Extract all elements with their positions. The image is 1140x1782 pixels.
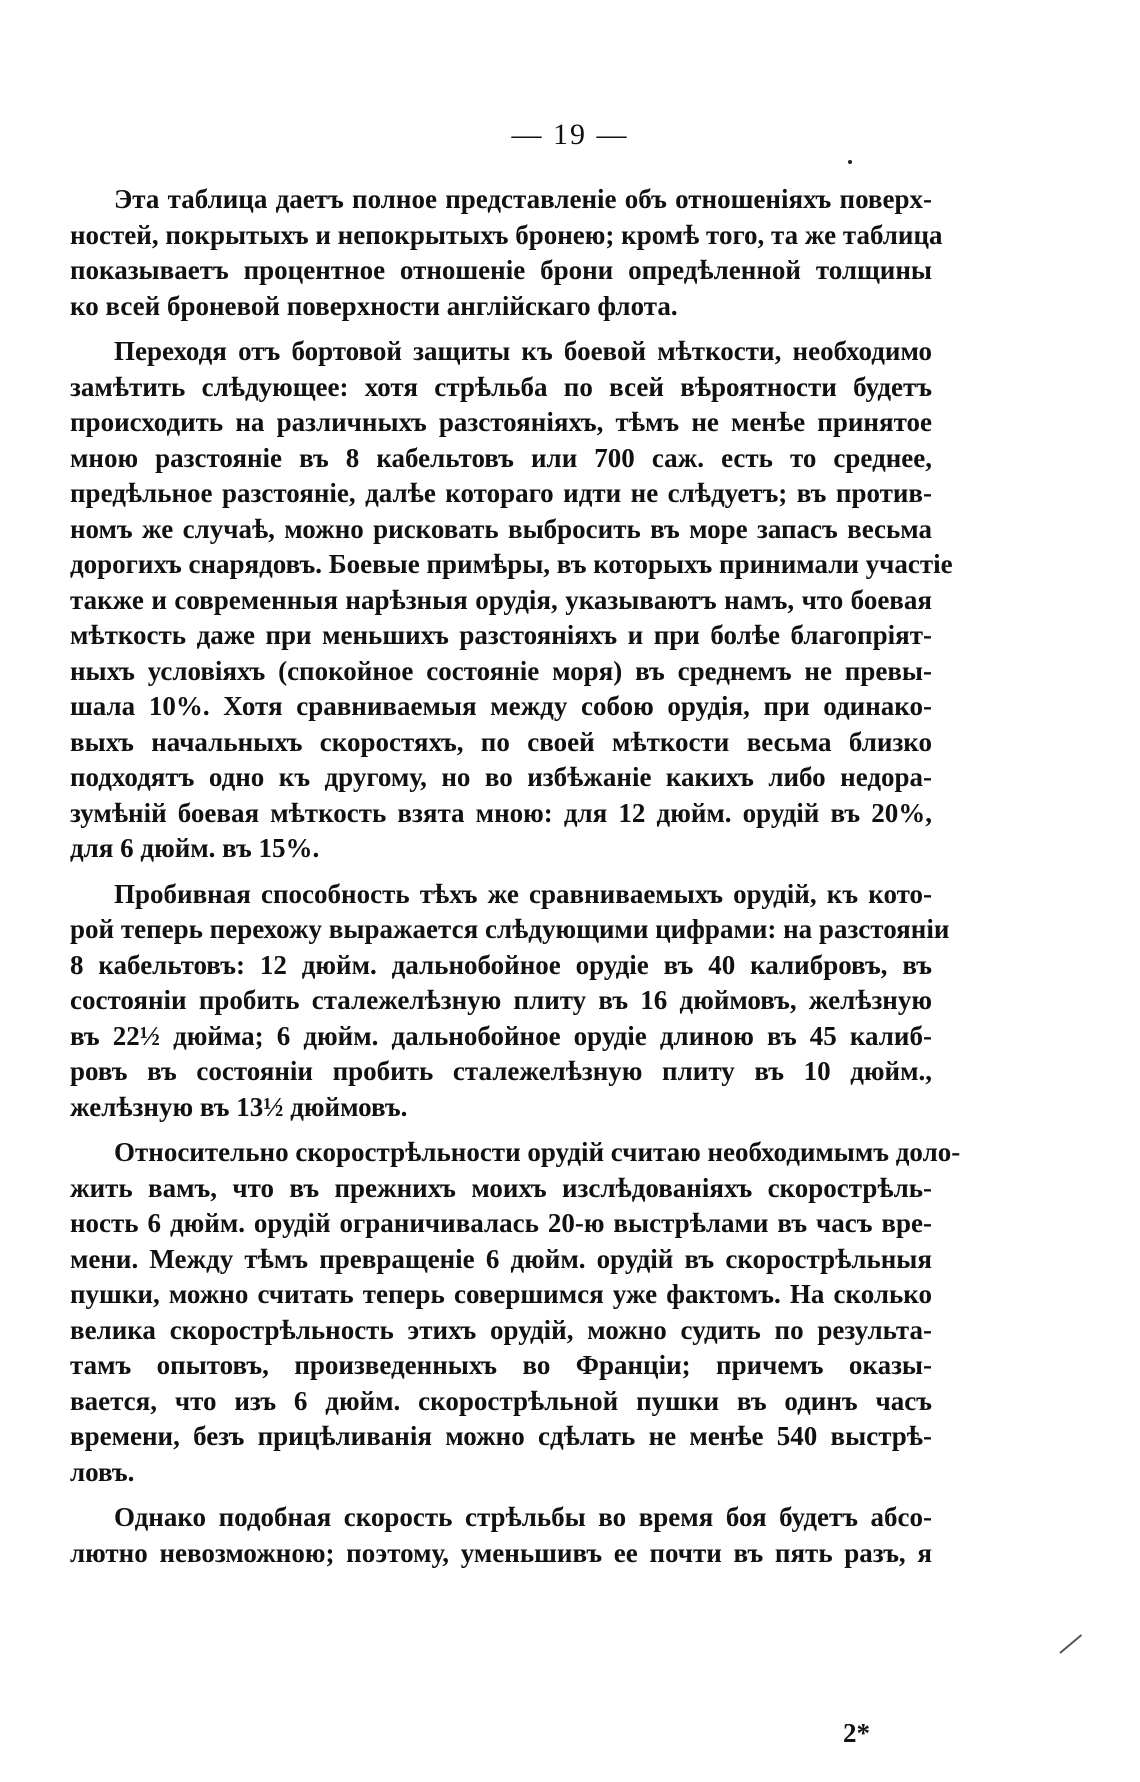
text-line: времени, безъ прицѣливанія можно сдѣлать не менѣе 540 выстрѣ- <box>70 1421 932 1451</box>
text-line: ловъ. <box>70 1456 135 1487</box>
text-line: тамъ опытовъ, произведенныхъ во Франціи; причемъ оказы- <box>70 1350 932 1380</box>
text-line: замѣтить слѣдующее: хотя стрѣльба по всей вѣроятности будетъ <box>70 371 932 402</box>
text-line: номъ же случаѣ, можно рисковать выбросить въ море запасъ весьма <box>70 513 932 544</box>
text-line: мною разстояніе въ 8 кабельтовъ или 700 саж. есть то среднее, <box>70 442 932 473</box>
signature-mark: 2* <box>843 1718 870 1748</box>
text-line: происходить на различныхъ разстояніяхъ, тѣмъ не менѣе принятое <box>70 407 932 437</box>
text-line: въ 22½ дюйма; 6 дюйм. дальнобойное орудіе длиною въ 45 калиб- <box>70 1020 932 1051</box>
text-line: ровъ въ состояніи пробить сталежелѣзную плиту въ 10 дюйм., <box>70 1056 932 1086</box>
text-line: ностей, покрытыхъ и непокрытыхъ бронею; кромѣ того, та же таблица <box>70 219 943 250</box>
text-line: Относительно скорострѣльности орудій считаю необходимымъ доло- <box>114 1137 961 1167</box>
text-line: мени. Между тѣмъ превращеніе 6 дюйм. орудій въ скорострѣльныя <box>70 1243 932 1274</box>
text-line: жить вамъ, что въ прежнихъ моихъ изслѣдованіяхъ скорострѣль- <box>70 1172 932 1203</box>
text-line: лютно невозможною; поэтому, уменьшивъ ее почти въ пять разъ, я <box>70 1537 932 1568</box>
text-line: показываетъ процентное отношеніе брони опредѣленной толщины <box>70 255 932 285</box>
text-line: пушки, можно считать теперь совершимся уже фактомъ. На сколько <box>70 1279 932 1309</box>
ink-speck <box>848 160 852 164</box>
paragraph-2 <box>70 334 953 867</box>
paragraph-5 <box>70 1500 932 1571</box>
text-line: также и современныя нарѣзныя орудія, указываютъ намъ, что боевая <box>70 584 932 615</box>
paragraph-1 <box>70 182 943 324</box>
page-number: — 19 — <box>511 118 629 151</box>
text-line: вается, что изъ 6 дюйм. скорострѣльной пушки въ одинъ часъ <box>70 1385 932 1416</box>
text-line: дорогихъ снарядовъ. Боевые примѣры, въ которыхъ принимали участіе <box>70 549 953 579</box>
pen-stroke <box>1059 1634 1082 1654</box>
text-line: для 6 дюйм. въ 15%. <box>70 833 320 863</box>
text-line: зумѣній боевая мѣткость взята мною: для 12 дюйм. орудій въ 20%, <box>70 797 932 828</box>
text-line: шала 10%. Хотя сравниваемыя между собою орудія, при одинако- <box>70 691 932 721</box>
text-line: предѣльное разстояніе, далѣе котораго идти не слѣдуетъ; въ против- <box>70 478 932 508</box>
paragraph-4 <box>70 1135 961 1490</box>
text-line: Переходя отъ бортовой защиты къ боевой мѣткости, необходимо <box>114 336 932 366</box>
text-line: состояніи пробить сталежелѣзную плиту въ 16 дюймовъ, желѣзную <box>70 985 932 1015</box>
text-line: 8 кабельтовъ: 12 дюйм. дальнобойное орудіе въ 40 калибровъ, въ <box>70 949 932 980</box>
text-line: желѣзную въ 13½ дюймовъ. <box>70 1091 408 1122</box>
text-line: ко всей броневой поверхности англійскаго флота. <box>70 290 678 321</box>
text-line: подходятъ одно къ другому, но во избѣжаніе какихъ либо недора- <box>70 762 932 792</box>
text-line: Однако подобная скорость стрѣльбы во время боя будетъ абсо- <box>114 1502 932 1532</box>
text-line: мѣткость даже при меньшихъ разстояніяхъ и при болѣе благопріят- <box>70 620 932 650</box>
text-line: выхъ начальныхъ скоростяхъ, по своей мѣткости весьма близко <box>70 726 932 757</box>
text-line: ныхъ условіяхъ (спокойное состояніе моря) въ среднемъ не превы- <box>70 655 932 686</box>
text-line: Эта таблица даетъ полное представленіе объ отношеніяхъ поверх- <box>114 184 932 214</box>
body-text <box>70 182 961 1571</box>
text-line: Пробивная способность тѣхъ же сравниваемыхъ орудій, къ кото- <box>114 878 932 909</box>
text-line: ность 6 дюйм. орудій ограничивалась 20-ю выстрѣлами въ часъ вре- <box>70 1208 932 1238</box>
paragraph-3 <box>70 877 950 1126</box>
text-line: велика скорострѣльность этихъ орудій, можно судить по результа- <box>70 1314 932 1345</box>
text-line: рой теперь перехожу выражается слѣдующими цифрами: на разстояніи <box>70 914 950 944</box>
